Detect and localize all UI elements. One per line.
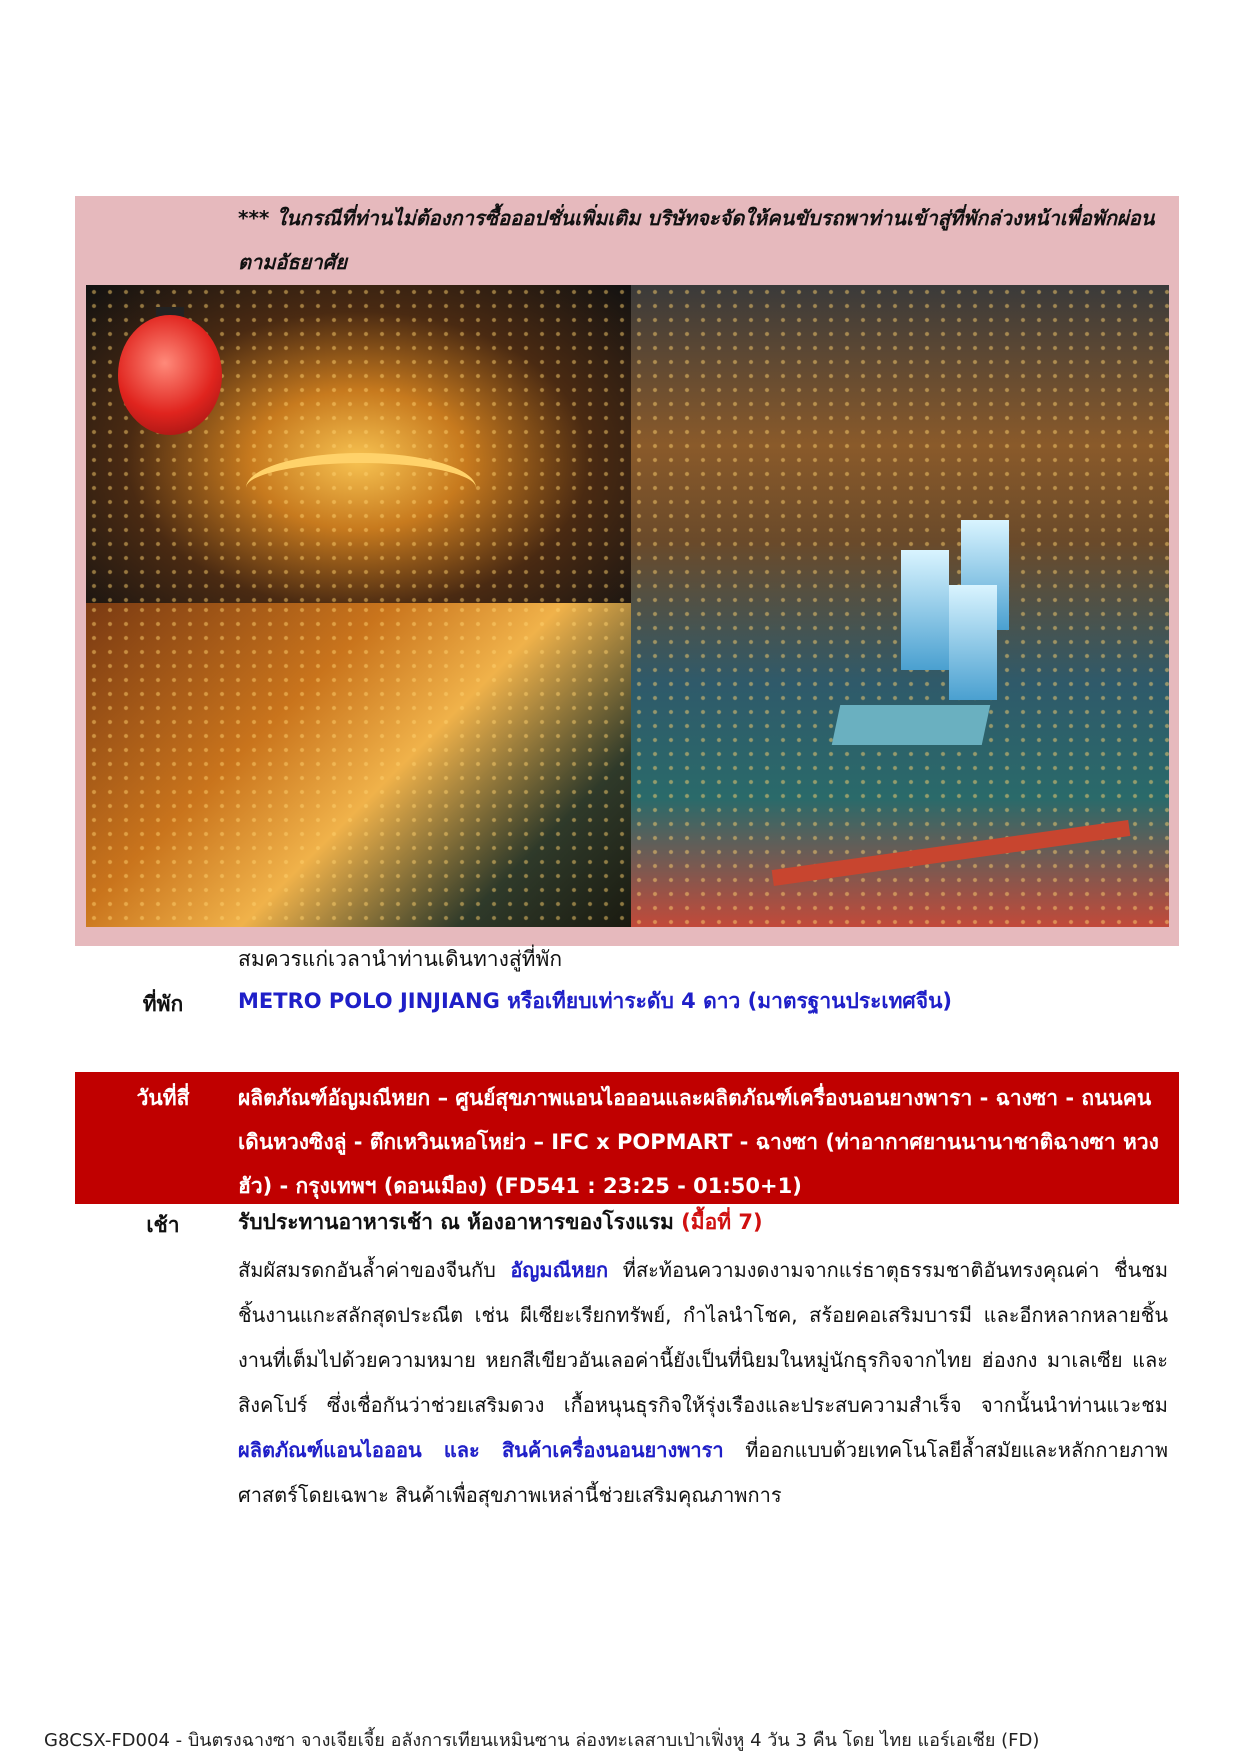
highlight-products: ผลิตภัณฑ์แอนไอออน และ สินค้าเครื่องนอนยางพารา <box>238 1438 724 1462</box>
covered-bridge <box>246 453 476 523</box>
lights-decoration <box>86 603 631 927</box>
breakfast-line <box>238 1209 763 1235</box>
morning-label: เช้า <box>146 1213 180 1237</box>
paragraph-text: สัมผัสมรดกอันล้ำค่าของจีนกับ <box>238 1258 496 1282</box>
waterfall <box>901 550 949 670</box>
photo-night-bridge-lantern <box>86 285 631 603</box>
day-title: ผลิตภัณฑ์อัญมณีหยก – ศูนย์สุขภาพแอนไอออนและผลิตภัณฑ์เครื่องนอนยางพารา - ฉางซา - ถนนคนเดินหวงซิงลู่ - ตึกเหวินเหอโหย่ว – IFC x POPMART - ฉางซา (ท่าอากาศยานนานาชาติฉางซา หวงฮัว) - กรุงเทพฯ (ดอนเมือง) (FD541 : 23:25 - 01:50+1) <box>238 1086 1159 1198</box>
photo-collage <box>86 285 1169 927</box>
red-lantern-icon <box>118 315 222 435</box>
note-text: *** ในกรณีที่ท่านไม่ต้องการซื้อออปชั่นเพิ่มเติม บริษัทจะจัดให้คนขับรถพาท่านเข้าสู่ที่พักล่วงหน้าเพื่อพักผ่อนตามอัธยาศัย <box>238 206 1155 274</box>
waterfall <box>949 585 997 700</box>
day-label: วันที่สี่ <box>136 1086 190 1110</box>
paragraph-text: ที่สะท้อนความงดงามจากแร่ธาตุธรรมชาติอันทรงคุณค่า ชื่นชมชิ้นงานแกะสลักสุดประณีต เช่น ผีเซียะเรียกทรัพย์, กำไลนำโชค, สร้อยคอเสริมบารมี และอีกหลากหลายชิ้นงานที่เต็มไปด้วยความหมาย หยกสีเขียวอันเลอค่านี้ยังเป็นที่นิยมในหมู่นักธุรกิจจากไทย ฮ่องกง มาเลเซีย และสิงคโปร์ ซึ่งเชื่อกันว่าช่วยเสริมดวง เกื้อหนุนธุรกิจให้รุ่งเรืองและประสบความสำเร็จ จากนั้นนำท่านแวะชม <box>238 1258 1169 1417</box>
page-footer: G8CSX-FD004 - บินตรงฉางซา จางเจียเจี้ย อลังการเทียนเหมินซาน ล่องทะเลสาบเป่าเฟิ่งหู 4 วัน 3 คืน โดย ไทย แอร์เอเชีย (FD) <box>44 1730 1040 1751</box>
meal-number: (มื้อที่ 7) <box>681 1210 763 1234</box>
travel-note: สมควรแก่เวลานำท่านเดินทางสู่ที่พัก <box>238 947 563 971</box>
hotel-value: METRO POLO JINJIANG หรือเทียบเท่าระดับ 4 ดาว (มาตรฐานประเทศจีน) <box>238 989 953 1013</box>
hotel-label: ที่พัก <box>142 992 184 1016</box>
paragraph-text: ที่ออกแบบด้วยเทคโนโลยีล้ำสมัยและหลักกายภาพศาสตร์โดยเฉพาะ สินค้าเพื่อสุขภาพเหล่านี้ช่วยเสริมคุณภาพการ <box>238 1438 1169 1507</box>
photo-waterfall-village-aerial <box>631 285 1169 927</box>
morning-paragraph <box>238 1248 1168 1518</box>
breakfast-text: รับประทานอาหารเช้า ณ ห้องอาหารของโรงแรม <box>238 1210 674 1234</box>
performance-stage <box>832 705 991 745</box>
highlight-jade: อัญมณีหยก <box>510 1258 609 1282</box>
photo-night-river-village <box>86 603 631 927</box>
